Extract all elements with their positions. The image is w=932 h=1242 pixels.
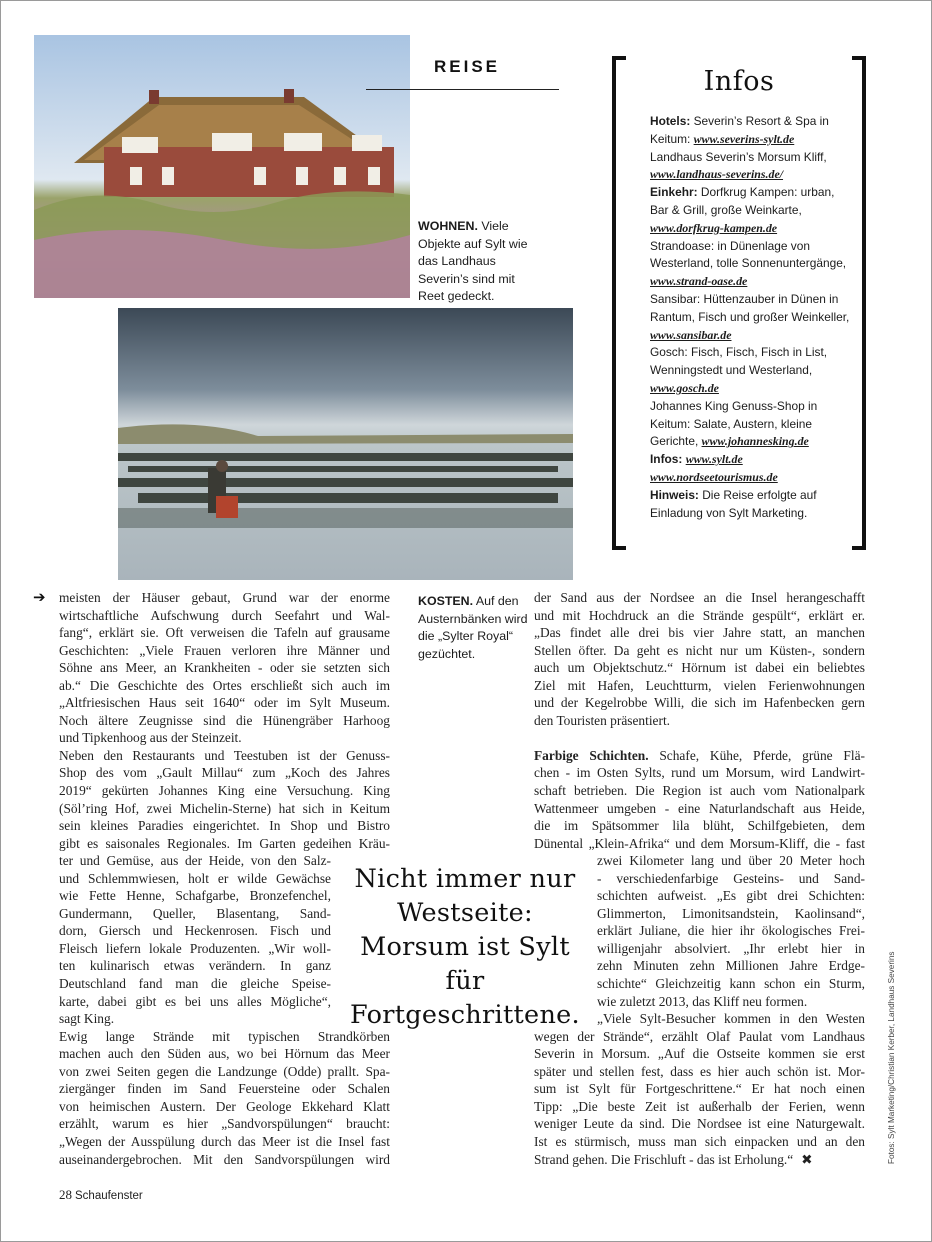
end-mark-icon: ✖: [801, 1152, 813, 1168]
info-entry-text: Johannes King Genuss-Shop in Keitum: Salate, Austern, kleine Gerichte,: [650, 398, 818, 449]
section-label: REISE: [434, 57, 501, 76]
section-rule: [366, 89, 559, 90]
text-line: wirtschaftliche Aufschwung durch Seefahrt und Wal-: [59, 607, 390, 623]
text-line: Deutschland fand man die gleiche Speise-: [59, 976, 331, 992]
caption-label: WOHNEN.: [418, 219, 478, 233]
continuation-arrow-icon: ➔: [33, 588, 46, 606]
info-entry-label: Hinweis:: [650, 487, 699, 502]
text-line: Ziel mit Hafen, Leuchtturm, vielen Ferienwohnungen: [534, 677, 865, 693]
info-entry-link[interactable]: www.johannesking.de: [701, 434, 809, 449]
info-entry: [650, 487, 850, 523]
text-line: Ist es stürmisch, muss man sich einpacken und an den: [534, 1133, 865, 1149]
text-line: Glimmerton, Limonitsandstein, Kaolinsand“,: [597, 905, 865, 921]
text-line: Ewig lange Strände mit typischen Strandkörben: [59, 1028, 390, 1044]
info-entry-text: Landhaus Severin’s Morsum Kliff,: [650, 149, 827, 164]
text-line: wie Fette Henne, Schafgarbe, Bronzefenchel,: [59, 888, 331, 904]
text-line: auch um Objektschutz.“ Hörnum ist dabei ein beliebtes: [534, 660, 865, 676]
text-line: von heimischen Austern. Der Geologe Ekkehard Klatt: [59, 1098, 390, 1114]
bracket-left: [612, 56, 626, 550]
text-line: Gundermann, Queller, Blasentang, Sand-: [59, 905, 331, 921]
bracket-right: [852, 56, 866, 550]
info-entry: [650, 398, 850, 451]
text-line: „Wegen der Ausspülung durch das Meer ist die Insel fast: [59, 1133, 390, 1149]
text-line: Strand gehen. Die Frischluft - das ist Erholung.“ ✖: [534, 1151, 813, 1168]
text-line: erzählt, warum es hier „Sandvorspülungen“ braucht:: [59, 1116, 390, 1132]
text-line: dorn, Giersch und Heckenrosen. Fisch und: [59, 923, 331, 939]
text-line: Tipp: „Die beste Zeit ist außerhalb der Ferien, wenn: [534, 1098, 865, 1114]
info-entry-text: Gosch: Fisch, Fisch, Fisch in List, Wenningstedt und Westerland,: [650, 345, 828, 378]
text-line: Neben den Restaurants und Teestuben ist der Genuss-: [59, 747, 390, 763]
text-line: und der Kegelrobbe Willi, die sich im Hafenbecken gern: [534, 695, 865, 711]
info-entry: [650, 469, 850, 487]
text-line: Söhne ans Meer, an Krankheiten - oder sie setzten sich: [59, 660, 390, 676]
text-line: die im Spätsommer lila blüht, Schilfgebieten, dem: [534, 818, 865, 834]
info-entry: [650, 149, 850, 185]
text-line: ten kulinarisch etwas verändern. In ganz: [59, 958, 331, 974]
info-entry-link[interactable]: www.severins-sylt.de: [693, 131, 795, 146]
infos-body: [650, 113, 850, 522]
text-line: und Schlemmwiesen, holt er wilde Gewächse: [59, 870, 331, 886]
text-line: sum ist Sylt für Fortgeschrittene.“ Er hat noch einen: [534, 1081, 865, 1097]
infos-title: Infos: [703, 66, 775, 97]
info-entry: [650, 113, 850, 149]
infos-box: [612, 56, 866, 550]
text-line: (Söl’ring Hof, zwei Michelin-Sterne) hat sich in Keitum: [59, 800, 390, 816]
oyster-beds-illustration: [118, 308, 573, 580]
info-entry-text: Die Reise erfolgte auf Einladung von Sylt Marketing.: [650, 487, 817, 520]
info-entry: [650, 291, 850, 344]
text-line: ab.“ Die Geschichte des Ortes erschließt sich auch im: [59, 677, 390, 693]
info-entry: [650, 344, 850, 397]
text-line: karte, dabei gibt es bei uns alles Mögliche“,: [59, 993, 331, 1009]
text-line: 2019“ gekürten Johannes King eine Versuchung. King: [59, 783, 390, 799]
page-folio: [59, 1187, 143, 1203]
text-line: chen - im Osten Sylts, rund um Morsum, wird Landwirt-: [534, 765, 865, 781]
paragraph-gap: [534, 729, 865, 747]
info-entry-link[interactable]: www.nordseetourismus.de: [650, 469, 778, 484]
text-line: Geschichten: „Viele Frauen verloren ihre Männer und: [59, 642, 390, 658]
text-line: „Das findet alle drei bis vier Jahre statt, an manchen: [534, 625, 865, 641]
info-entry-link[interactable]: www.sansibar.de: [650, 327, 732, 342]
text-line: ziergänger finden im Sand Feuersteine oder Schalen: [59, 1081, 390, 1097]
photo-thatched-house: [34, 35, 410, 298]
text-line: schichten aufweist. „Es gibt drei Schichten:: [597, 888, 865, 904]
text-line: meisten der Häuser gebaut, Grund war der enorme: [59, 590, 390, 605]
info-entry-label: Einkehr:: [650, 185, 698, 200]
text-line: Wattenmeer umgeben - eine Naturlandschaft aus Heide,: [534, 800, 865, 816]
text-line: Stellen öfter. Da geht es nicht nur um Küsten-, sondern: [534, 642, 865, 658]
subhead: Farbige Schichten.: [534, 747, 649, 763]
subhead-line: [534, 747, 865, 765]
text-line: Fleisch liefern lokale Produzenten. „Wir woll-: [59, 940, 331, 956]
text-line: wie zuletzt 2013, das Kliff neu formen.: [597, 993, 808, 1009]
thatched-house-illustration: [34, 35, 410, 298]
text-line: weniger Leute da sind. Die Nordsee ist eine Naturgewalt.: [534, 1116, 865, 1132]
page-number: 28: [59, 1187, 72, 1202]
text-line: zehn Minuten zehn Millionen Jahre Erdge-: [597, 958, 865, 974]
text-line: erklärt Juliane, die hier ihr ökologisches Frei-: [597, 923, 865, 939]
text-line: Severin in Morsum. „Auf die Ostseite kommen sie erst: [534, 1046, 865, 1062]
text-line: gibt es saisonales Regionales. Im Garten gedeihen Kräu-: [59, 835, 390, 851]
text-line: ter und Gemüse, aus der Heide, von den Salz-: [59, 853, 331, 869]
text-line: sein kleines Paradies eingerichtet. In Shop und Bistro: [59, 818, 390, 834]
info-entry-link[interactable]: www.dorfkrug-kampen.de: [650, 220, 778, 235]
info-entry-label: Hotels:: [650, 114, 691, 128]
text-line: willigenjahr absolviert. „Ihr erlebt hier in: [597, 940, 865, 956]
text-line: von zwei Seiten gegen die Landzunge (Odde) prallt. Spa-: [59, 1063, 390, 1079]
photo-caption-kosten: [418, 593, 530, 663]
text-line: Shop des vom „Gault Millau“ zum „Koch des Jahres: [59, 765, 390, 781]
info-entry: [650, 238, 850, 291]
text-line: schaft betrieben. Die Region ist auch vom Nationalpark: [534, 783, 865, 799]
info-entry-link[interactable]: www.strand-oase.de: [650, 274, 748, 289]
info-entry: [650, 184, 850, 237]
info-entry-text: Dorfkrug Kampen: urban, Bar & Grill, große Weinkarte,: [650, 185, 835, 217]
text-fragment: Schafe, Kühe, Pferde, grüne Flä-: [648, 747, 865, 763]
text-line: später und stellen fest, dass es hier auch schön ist. Mor-: [534, 1063, 865, 1079]
text-line: den Touristen präsentiert.: [534, 712, 671, 728]
photo-oyster-beds: [118, 308, 573, 580]
text-line: machen auch den Süden aus, wo bei Hörnum das Meer: [59, 1046, 390, 1062]
info-entry-link[interactable]: www.gosch.de: [650, 380, 719, 395]
text-line: - verschiedenfarbige Gesteins- und Sand-: [597, 870, 865, 886]
text-line: auseinandergebrochen. Mit den Sandvorspülungen wird: [59, 1151, 390, 1167]
text-line: „Viele Sylt-Besucher kommen in den Westen: [597, 1011, 865, 1027]
caption-text: Auf den Austernbänken wird die „Sylter Royal“ gezüchtet.: [418, 594, 528, 661]
info-entry-text: Sansibar: Hüttenzauber in Dünen in Rantum, Fisch und großer Weinkeller,: [650, 291, 850, 324]
photo-caption-wohnen: [418, 218, 538, 306]
info-entry-link[interactable]: www.sylt.de: [685, 452, 743, 467]
text-line: Noch ältere Zeugnisse sind die Hünengräber Harhoog: [59, 712, 390, 728]
text-line: schichte“ Gleichzeitig kann schon ein Sturm,: [597, 976, 865, 992]
text-line: der Sand aus der Nordsee an die Insel herangeschafft: [534, 590, 865, 605]
text-line: „Altfriesischen Haus seit 1640“ oder im Sylt Museum.: [59, 695, 390, 711]
info-entry-label: Infos:: [650, 452, 683, 467]
text-line: und mit Hochdruck an die Strände gespült“, erklärt er.: [534, 607, 865, 623]
pull-quote: Nicht immer nur Westseite: Morsum ist Sylt für Fortgeschrittene.: [350, 864, 580, 1030]
text-line: und Tipkenhoog aus der Steinzeit.: [59, 730, 242, 746]
text-line: wegen der Strände“, erzählt Olaf Paulat vom Landhaus: [534, 1028, 865, 1044]
photo-credit: Fotos: Sylt Marketing/Christian Kerber, Landhaus Severins: [887, 951, 896, 1164]
info-entry: [650, 451, 850, 469]
text-line: sagt King.: [59, 1011, 115, 1027]
magazine-name: Schaufenster: [75, 1190, 143, 1202]
text-line: zwei Kilometer lang und über 20 Meter hoch: [597, 853, 865, 869]
caption-text: Viele Objekte auf Sylt wie das Landhaus Severin’s sind mit Reet gedeckt.: [418, 219, 528, 304]
info-entry-link[interactable]: www.landhaus-severins.de/: [650, 167, 784, 182]
caption-label: KOSTEN.: [418, 594, 474, 608]
text-line: Dünental „Klein-Afrika“ und dem Morsum-Kliff, die - fast: [534, 835, 865, 851]
info-entry-text: Severin’s Resort & Spa in Keitum:: [650, 114, 829, 146]
info-entry-text: Strandoase: in Dünenlage von Westerland, tolle Sonnenuntergänge,: [650, 238, 847, 271]
text-line: fang“, erklärt sie. Oft verweisen die Tafeln auf grausame: [59, 625, 390, 641]
